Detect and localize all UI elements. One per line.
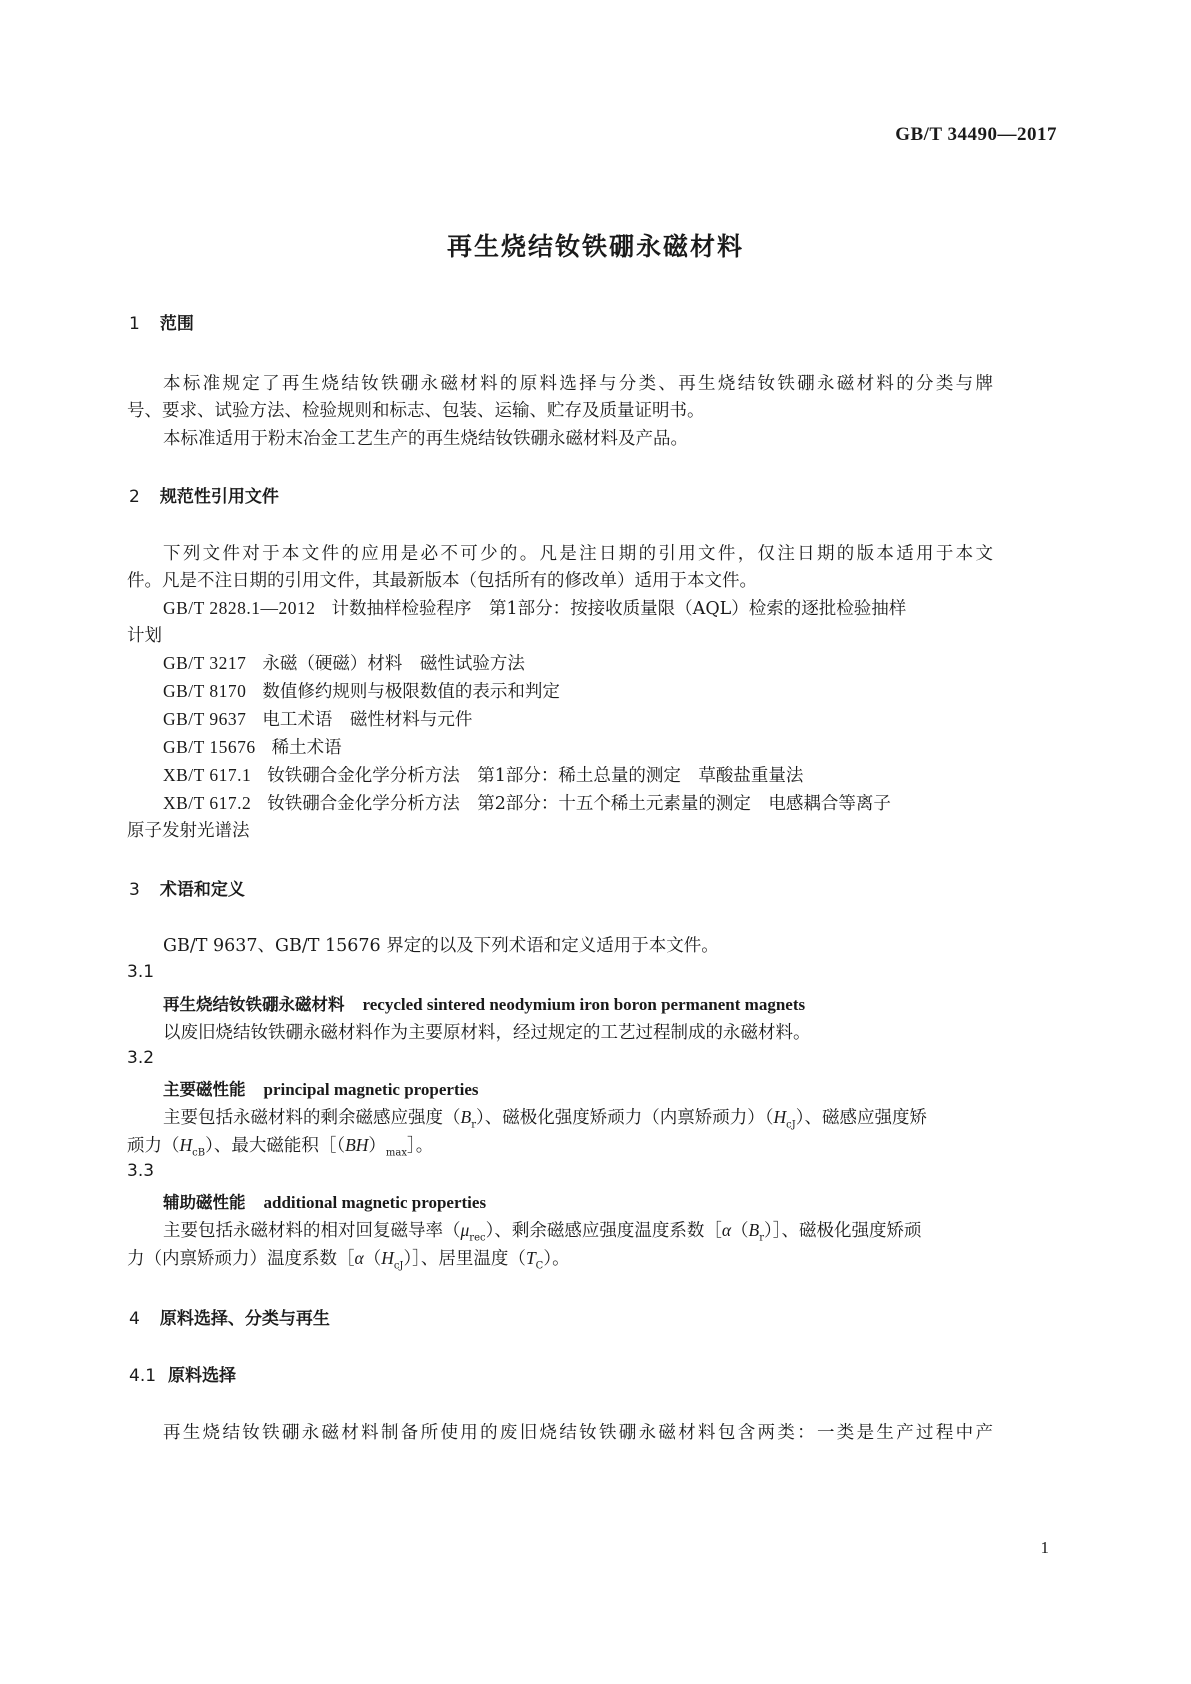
reference-code: GB/T 2828.1—2012 (163, 598, 316, 618)
reference-code: GB/T 3217 (163, 653, 247, 673)
reference-title: 电工术语 磁性材料与元件 (262, 710, 473, 730)
symbol-bh: BH (345, 1135, 369, 1155)
reference-code: XB/T 617.1 (163, 765, 252, 785)
section-4-1-title: 原料选择 (168, 1366, 237, 1386)
term-number: 3.3 (127, 1161, 155, 1181)
section-2-heading (129, 482, 279, 507)
reference-title: 稀土术语 (271, 738, 342, 758)
section-4-1-text: 再生烧结钕铁硼永磁材料制备所使用的废旧烧结钕铁硼永磁材料包含两类：一类是生产过程中产 (163, 1423, 993, 1443)
section-4-number: 4 (129, 1309, 140, 1329)
document-title: 再生烧结钕铁硼永磁材料 (446, 232, 744, 261)
definition-text: ）、剩余磁感应强度温度系数［ (485, 1221, 722, 1241)
section-1-heading (129, 309, 194, 334)
symbol-b: B (748, 1220, 760, 1240)
section-4-heading (129, 1304, 330, 1329)
symbol-mu: μ (460, 1220, 470, 1240)
section-3-number: 3 (129, 880, 140, 900)
symbol-alpha: α (354, 1248, 364, 1268)
definition-text: ）、最大磁能积［（ (205, 1136, 346, 1156)
term-heading (163, 1189, 486, 1213)
symbol-b: B (460, 1107, 472, 1127)
term-definition-line-1 (163, 1104, 927, 1131)
reference-continuation: 计划 (127, 626, 162, 646)
section-1-paragraph-1-line-2: 号、要求、试验方法、检验规则和标志、包装、运输、贮存及质量证明书。 (127, 401, 705, 421)
definition-text: ）、磁感应强度矫 (795, 1108, 927, 1128)
term-number: 3.2 (127, 1048, 155, 1068)
reference-code: GB/T 9637 (163, 709, 247, 729)
definition-text: 主要包括永磁材料的相对回复磁导率（ (163, 1221, 461, 1241)
symbol-alpha: α (721, 1220, 732, 1240)
reference-code: GB/T 8170 (163, 681, 247, 701)
section-1-p1-text-1: 本标准规定了再生烧结钕铁硼永磁材料的原料选择与分类、再生烧结钕铁硼永磁材料的分类与牌 (163, 374, 993, 394)
term-heading (163, 1076, 479, 1100)
reference-continuation: 原子发射光谱法 (127, 821, 250, 841)
reference-item (163, 790, 891, 815)
section-1-paragraph-1-line-1 (163, 370, 993, 395)
definition-text: ）、磁极化强度矫顽力（内禀矫顽力）（ (475, 1108, 774, 1128)
section-2-intro-line-1 (163, 540, 993, 565)
symbol-t: T (525, 1248, 536, 1268)
term-english: principal magnetic properties (263, 1080, 479, 1099)
section-2-title: 规范性引用文件 (159, 487, 279, 507)
reference-title: 钕铁硼合金化学分析方法 第1部分：稀土总量的测定 草酸盐重量法 (267, 766, 804, 786)
definition-text: ）］、磁极化强度矫顽 (764, 1221, 922, 1241)
symbol-h: H (179, 1135, 193, 1155)
reference-item (163, 595, 906, 620)
subscript: cB (192, 1147, 206, 1159)
section-3-intro: GB/T 9637、GB/T 15676 界定的以及下列术语和定义适用于本文件。 (163, 936, 719, 956)
standard-code: GB/T 34490—2017 (895, 124, 1057, 145)
subscript: max (385, 1147, 408, 1159)
term-chinese: 再生烧结钕铁硼永磁材料 (163, 995, 345, 1014)
subscript: cJ (786, 1119, 796, 1131)
term-english: recycled sintered neodymium iron boron permanent magnets (362, 995, 806, 1014)
definition-text: 主要包括永磁材料的剩余磁感应强度（ (163, 1108, 461, 1128)
page-number: 1 (1040, 1538, 1049, 1557)
reference-code: XB/T 617.2 (163, 793, 252, 813)
reference-title: 计数抽样检验程序 第1部分：按接收质量限（AQL）检索的逐批检验抽样 (331, 599, 907, 619)
subscript: r (471, 1119, 476, 1131)
section-3-heading (129, 875, 245, 900)
reference-code: GB/T 15676 (163, 737, 256, 757)
definition-text: ）］、居里温度（ (403, 1249, 526, 1269)
section-1-paragraph-2: 本标准适用于粉末冶金工艺生产的再生烧结钕铁硼永磁材料及产品。 (163, 429, 688, 449)
term-english: additional magnetic properties (263, 1193, 487, 1212)
section-3-title: 术语和定义 (159, 880, 245, 900)
definition-text: ］。 (407, 1136, 434, 1156)
reference-item (163, 762, 803, 787)
term-definition-line-1: 主要包括永磁材料的相对回复磁导率$(\mu_{rec})$、剩余磁感应强度温度系数$[\alpha(B_r)]$、磁极化强度矫顽 (163, 1220, 922, 1244)
term-definition-line-2: 力（内禀矫顽力）温度系数$[\alpha(H_{cJ})]$、居里温度$(T_C)$。 (127, 1248, 570, 1272)
subscript: cJ (393, 1260, 404, 1272)
section-4-1-heading (129, 1361, 236, 1386)
term-definition-line-2: 顽力$(H_{cB})$、最大磁能积$[(BH)_{max}]$。 (127, 1135, 434, 1159)
term-chinese: 辅助磁性能 (163, 1193, 246, 1212)
term-definition: 以废旧烧结钕铁硼永磁材料作为主要原材料，经过规定的工艺过程制成的永磁材料。 (163, 1023, 811, 1043)
reference-item (163, 650, 525, 675)
section-1-number: 1 (129, 314, 140, 334)
reference-item (163, 706, 472, 731)
definition-text: ）。 (543, 1249, 570, 1269)
reference-title: 钕铁硼合金化学分析方法 第2部分：十五个稀土元素量的测定 电感耦合等离子 (267, 794, 891, 814)
term-chinese: 主要磁性能 (163, 1080, 246, 1099)
definition-text: 顽力（ (127, 1136, 180, 1156)
section-2-intro-line-2: 件。凡是不注日期的引用文件，其最新版本（包括所有的修改单）适用于本文件。 (127, 571, 757, 591)
reference-item (163, 678, 560, 703)
definition-text: 力（内禀矫顽力）温度系数［ (127, 1249, 355, 1269)
symbol-h: H (381, 1248, 394, 1268)
reference-item (163, 734, 342, 759)
section-4-title: 原料选择、分类与再生 (159, 1309, 330, 1329)
section-4-1-number: 4.1 (129, 1366, 157, 1386)
section-2-intro-text-1: 下列文件对于本文件的应用是必不可少的。凡是注日期的引用文件，仅注日期的版本适用于本文 (163, 544, 993, 564)
subscript: C (535, 1260, 544, 1272)
reference-title: 永磁（硬磁）材料 磁性试验方法 (262, 654, 525, 674)
term-heading (163, 991, 805, 1015)
subscript: r (759, 1232, 765, 1244)
reference-title: 数值修约规则与极限数值的表示和判定 (262, 682, 560, 702)
subscript: rec (469, 1232, 486, 1244)
term-number: 3.1 (127, 962, 155, 982)
section-2-number: 2 (129, 487, 140, 507)
section-4-1-paragraph (163, 1419, 993, 1444)
section-1-title: 范围 (159, 314, 194, 334)
symbol-h: H (773, 1107, 787, 1127)
